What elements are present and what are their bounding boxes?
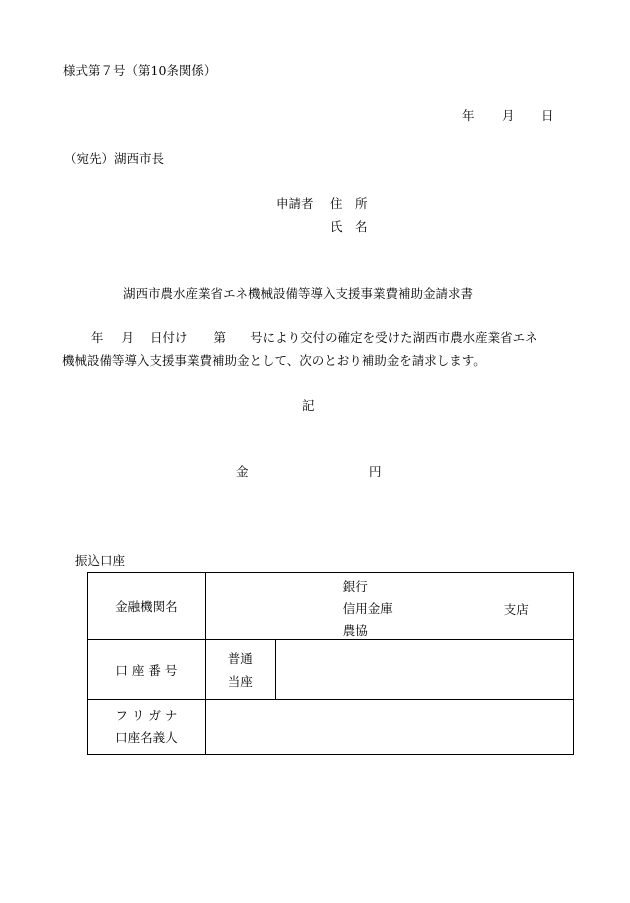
- date-year-label: 年: [462, 108, 475, 123]
- name-label: 氏 名: [330, 219, 368, 234]
- holder-field[interactable]: [205, 700, 573, 755]
- account-number-label: 口 座 番 号: [88, 640, 206, 700]
- account-type-toza: 当座: [227, 673, 253, 689]
- ki-label: 記: [302, 398, 315, 413]
- branch-label: 支店: [503, 602, 529, 617]
- bank-field[interactable]: [205, 573, 573, 640]
- bank-type-nokyo: 農協: [342, 623, 368, 638]
- account-type-futsu: 普通: [227, 650, 253, 666]
- body-year: 年: [91, 330, 104, 345]
- applicant-label: 申請者: [276, 196, 314, 211]
- bank-type-shinkin: 信用金庫: [342, 601, 393, 616]
- body-month: 月: [121, 330, 135, 345]
- furigana-label: フ リ ガ ナ: [115, 708, 178, 723]
- holder-label-cell: [88, 700, 206, 755]
- amount-kin: 金: [236, 464, 249, 479]
- date-day-label: 日: [541, 108, 554, 123]
- form-header: 様式第７号（第10条関係）: [63, 63, 217, 78]
- account-number-field[interactable]: [275, 640, 573, 700]
- body-line-2: 機械設備等導入支援事業費補助金として、次のとおり補助金を請求します。: [62, 353, 486, 368]
- document-title: 湖西市農水産業省エネ機械設備等導入支援事業費補助金請求書: [123, 286, 474, 301]
- bank-row: [88, 573, 574, 640]
- body-day: 日付け: [150, 330, 188, 345]
- date-month-label: 月: [502, 108, 515, 123]
- bank-type-bank: 銀行: [342, 579, 368, 594]
- holder-label: 口座名義人: [115, 730, 178, 745]
- bank-label: 金融機関名: [88, 573, 206, 640]
- bank-type-list: [343, 576, 393, 642]
- body-rest: 号により交付の確定を受けた湖西市農水産業省エネ: [250, 330, 538, 345]
- addressee: （宛先）湖西市長: [64, 151, 165, 166]
- account-type-cell[interactable]: [205, 640, 275, 700]
- holder-row: [88, 700, 574, 755]
- amount-yen: 円: [369, 464, 382, 479]
- account-heading: 振込口座: [75, 553, 126, 568]
- address-label: 住 所: [330, 196, 368, 211]
- body-no: 第: [213, 330, 227, 345]
- body-line-1: [91, 332, 538, 345]
- account-number-row: [88, 640, 574, 700]
- account-table: [87, 572, 574, 755]
- account-type-list: [206, 647, 275, 693]
